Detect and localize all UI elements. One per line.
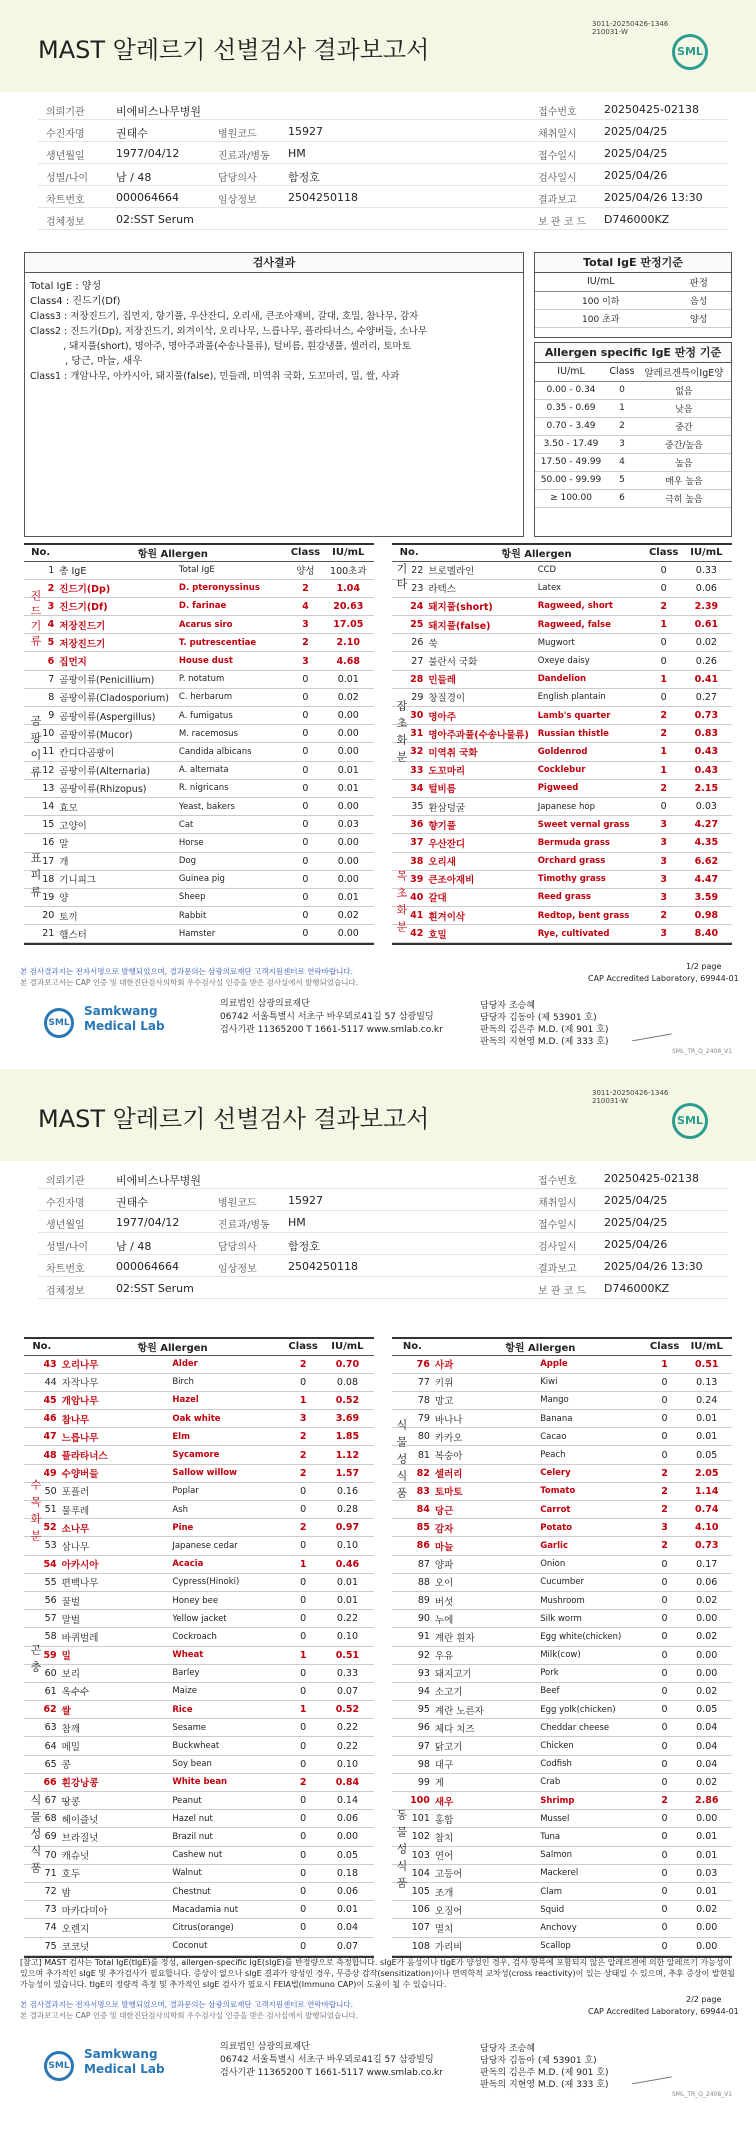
allergen-row: 32 미역취 국화 Goldenrod 1 0.43 [392,743,732,761]
allergen-table-2-left [24,1337,374,1958]
patient-info: 의뢰기관 비에비스나무병원 접수번호 20250425-02138 수진자명 권태수 병원코드 15927 채취일시 2025/04/25 생년월일 1977/04/12 진료과/병동 HM 접수일시 2025/04/25 성별/나이 남 / 48 담당의사 함정호 검사일시 2025/04/26 차트번호 000064664 임상정보 2504250118 결과보고 2025/04/26 13:30 검체정보 02:SST Serum 보 관 코 드 D746000KZ [38,98,728,230]
result-heading: 검사결과 [25,253,523,273]
report-title-2: MAST 알레르기 선별검사 결과보고서 [38,1105,430,1133]
footer-1: SML Samkwang Medical Lab 의료법인 삼광의료재단 06742 서울특별시 서초구 바우뫼로41길 57 삼광빌딩 검사기관 11365200 T 1661-5117 www.smlab.co.kr 담당자 조승혜 담당자 김동아 (제 53901 호) 판독의 김은주 M.D. (제 901 호) 판독의 지현영 M.D. (제 333 호) SML_TR_Q_2408_V1 [0,988,756,1060]
allergen-row: 3 진드기(Df) D. farinae 4 20.63 [24,597,374,615]
allergen-row: 31 명아주과풀(수송나물류) Russian thistle 2 0.83 [392,725,732,743]
cap-text-1: CAP Accredited Laboratory, 69944-01 [588,974,739,983]
allergen-row: 66 흰강낭콩 White bean 2 0.84 [24,1773,374,1791]
allergen-row: 87 양파 Onion 0 0.17 [392,1555,732,1573]
allergen-row: 98 대구 Codfish 0 0.04 [392,1755,732,1773]
allergen-row: 29 창질경이 English plantain 0 0.27 [392,688,732,706]
page-number-2: 2/2 page [686,1995,722,2004]
allergen-row: 104 고등어 Mackerel 0 0.03 [392,1864,732,1882]
allergen-row: 9 곰팡이류(Aspergillus) A. fumigatus 0 0.00 [24,707,374,725]
report-title: MAST 알레르기 선별검사 결과보고서 [38,36,430,64]
criteria-row: 3.50 - 17.49 3 중간/높음 [535,435,731,453]
allergen-row: 49 수양버들 Sallow willow 2 1.57 [24,1464,374,1482]
allergen-row: 102 참치 Tuna 0 0.01 [392,1828,732,1846]
allergen-row: 56 꿀벌 Honey bee 0 0.01 [24,1591,374,1609]
allergen-row: 2 진드기(Dp) D. pteronyssinus 2 1.04 [24,579,374,597]
allergen-row: 10 곰팡이류(Mucor) M. racemosus 0 0.00 [24,725,374,743]
allergen-row: 65 콩 Soy bean 0 0.10 [24,1755,374,1773]
allergen-row: 21 햄스터 Hamster 0 0.00 [24,925,374,943]
document-code: 3011-20250426-1346 210031-W [592,20,669,36]
footer-2: SML Samkwang Medical Lab 의료법인 삼광의료재단 06742 서울특별시 서초구 바우뫼로41길 57 삼광빌딩 검사기관 11365200 T 1661-5117 www.smlab.co.kr 담당자 조승혜 담당자 김동아 (제 53901 호) 판독의 김은주 M.D. (제 901 호) 판독의 지현영 M.D. (제 333 호) SML_TR_Q_2408_V1 [0,2031,756,2103]
allergen-row: 107 멸치 Anchovy 0 0.00 [392,1919,732,1937]
allergen-row: 71 호두 Walnut 0 0.18 [24,1864,374,1882]
allergen-row: 75 코코넛 Coconut 0 0.07 [24,1937,374,1955]
allergen-row: 91 계란 흰자 Egg white(chicken) 0 0.02 [392,1628,732,1646]
result-box [24,252,524,537]
allergen-row: 41 흰겨이삭 Redtop, bent grass 2 0.98 [392,907,732,925]
allergen-row: 78 망고 Mango 0 0.24 [392,1391,732,1409]
allergen-row: 26 쑥 Mugwort 0 0.02 [392,634,732,652]
allergen-row: 50 포플러 Poplar 0 0.16 [24,1482,374,1500]
allergen-row: 99 게 Crab 0 0.02 [392,1773,732,1791]
allergen-row: 16 말 Horse 0 0.00 [24,834,374,852]
allergen-row: 68 헤이즐넛 Hazel nut 0 0.06 [24,1810,374,1828]
allergen-row: 6 집먼지 House dust 3 4.68 [24,652,374,670]
allergen-row: 38 오리새 Orchard grass 3 6.62 [392,852,732,870]
allergen-table-1-left [24,543,374,945]
allergen-row: 22 브로멜라인 CCD 0 0.33 [392,561,732,579]
report-page-2 [0,1069,756,2138]
allergen-table-2-right [392,1337,732,1958]
footer-note-1: 본 검사결과지는 전자서명으로 발행되었으며, 결과문의는 삼광의료재단 고객지원센터로 연락바랍니다. 본 결과보고서는 CAP 인증 및 대한진단검사의학회 우수검사실 인증을 받은 검사실에서 발행되었습니다. [20,967,359,987]
allergen-row: 67 땅콩 Peanut 0 0.14 [24,1792,374,1810]
allergen-row: 53 삼나무 Japanese cedar 0 0.10 [24,1537,374,1555]
allergen-row: 97 닭고기 Chicken 0 0.04 [392,1737,732,1755]
allergen-row: 19 양 Sheep 0 0.01 [24,888,374,906]
group-label-grasses: 목초화분 [395,870,408,938]
allergen-row: 81 복숭아 Peach 0 0.05 [392,1446,732,1464]
allergen-row: 60 보리 Barley 0 0.33 [24,1664,374,1682]
allergen-row: 39 큰조아재비 Timothy grass 3 4.47 [392,870,732,888]
allergen-row: 64 메밀 Buckwheat 0 0.22 [24,1737,374,1755]
allergen-row: 101 홍합 Mussel 0 0.00 [392,1810,732,1828]
patient-info-2: 의뢰기관 비에비스나무병원 접수번호 20250425-02138 수진자명 권태수 병원코드 15927 채취일시 2025/04/25 생년월일 1977/04/12 진료과/병동 HM 접수일시 2025/04/25 성별/나이 남 / 48 담당의사 함정호 검사일시 2025/04/26 차트번호 000064664 임상정보 2504250118 결과보고 2025/04/26 13:30 검체정보 02:SST Serum 보 관 코 드 D746000KZ [38,1167,728,1299]
allergen-row: 14 효모 Yeast, bakers 0 0.00 [24,797,374,815]
allergen-row: 96 체다 치즈 Cheddar cheese 0 0.04 [392,1719,732,1737]
cap-text-2: CAP Accredited Laboratory, 69944-01 [588,2007,739,2016]
allergen-row: 79 바나나 Banana 0 0.01 [392,1410,732,1428]
allergen-row: 5 저장진드기 T. putrescentiae 2 2.10 [24,634,374,652]
allergen-row: 47 느릅나무 Elm 2 1.85 [24,1428,374,1446]
table-header: No. 항원 Allergen Class IU/mL [24,545,374,561]
allergen-row: 70 캐슈넛 Cashew nut 0 0.05 [24,1846,374,1864]
allergen-row: 82 셀러리 Celery 2 2.05 [392,1464,732,1482]
total-ige-criteria: Total IgE 판정기준 IU/mL 판정 100 이하 음성 100 초과 양성 [534,252,732,338]
document-code-2: 3011-20250426-1346 210031-W [592,1089,669,1105]
allergen-row: 61 옥수수 Maize 0 0.07 [24,1682,374,1700]
allergen-row: 74 오렌지 Citrus(orange) 0 0.04 [24,1919,374,1937]
allergen-row: 92 우유 Milk(cow) 0 0.00 [392,1646,732,1664]
footer-note-2: 본 검사결과지는 전자서명으로 발행되었으며, 결과문의는 삼광의료재단 고객지원센터로 연락바랍니다. 본 결과보고서는 CAP 인증 및 대한진단검사의학회 우수검사실 인증을 받은 검사실에서 발행되었습니다. [20,2000,359,2020]
criteria-row: 0.00 - 0.34 0 없음 [535,381,731,399]
allergen-table-1-right [392,543,732,945]
allergen-row: 8 곰팡이류(Cladosporium) C. herbarum 0 0.02 [24,688,374,706]
table-header: No. 항원 Allergen Class IU/mL [24,1339,374,1355]
reference-note: [참고] MAST 검사는 Total IgE(tIgE)를 정성, allergen-specific IgE(sIgE)를 반정량으로 측정합니다. sIgE가 음성이나 tIgE가 양성인 경우, 검사 항목에 포함되지 않은 알레르겐에 의한 알레르기 가능성이 있으며 추가적인 sIgE 및 추가검사가 필요합니다. 증상이 없으나 sIgE 결과가 양성인 경우, 무증상 감작(sensitization)이나 면역학적 교차성(cross reactivity)이 있는 상태일 수 있으며, 추후 증상이 발현될 가능성이 있습니다. tIgE의 정량적 측정 및 추가적인 sIgE 검사가 필요시 FEIA법(Immuno CAP)이 도움이 될 수 있습니다. [20,1958,736,1989]
samkwang-logo: SML [44,1008,74,1038]
allergen-row: 1 총 IgE Total IgE 양성 100초과 [24,561,374,579]
allergen-row: 80 카카오 Cacao 0 0.01 [392,1428,732,1446]
group-label-molds: 곰팡이류 [29,715,42,783]
signature [628,1011,672,1042]
allergen-row: 28 민들레 Dandelion 1 0.41 [392,670,732,688]
allergen-row: 51 물푸레 Ash 0 0.28 [24,1501,374,1519]
criteria-row: 0.70 - 3.49 2 중간 [535,417,731,435]
table-header: No. 항원 Allergen Class IU/mL [392,545,732,561]
allergen-row: 106 오징어 Squid 0 0.02 [392,1901,732,1919]
allergen-row: 48 플라타너스 Sycamore 2 1.12 [24,1446,374,1464]
allergen-row: 100 새우 Shrimp 2 2.86 [392,1792,732,1810]
allergen-row: 88 오이 Cucumber 0 0.06 [392,1573,732,1591]
criteria-row: 0.35 - 0.69 1 낮음 [535,399,731,417]
allergen-row: 30 명아주 Lamb's quarter 2 0.73 [392,707,732,725]
group-label-plant-food: 식물성식품 [29,1794,42,1879]
allergen-row: 58 바퀴벌레 Cockroach 0 0.10 [24,1628,374,1646]
allergen-row: 17 개 Dog 0 0.00 [24,852,374,870]
signature-2 [628,2054,672,2085]
allergen-row: 11 칸디다곰팡이 Candida albicans 0 0.00 [24,743,374,761]
allergen-row: 45 개암나무 Hazel 1 0.52 [24,1391,374,1409]
allergen-row: 93 돼지고기 Pork 0 0.00 [392,1664,732,1682]
allergen-row: 94 소고기 Beef 0 0.02 [392,1682,732,1700]
page-number-1: 1/2 page [686,962,722,971]
criteria-row: ≥ 100.00 6 극히 높음 [535,489,731,507]
group-label-weeds: 잡초화분 [395,700,408,768]
allergen-row: 25 돼지풀(false) Ragweed, false 1 0.61 [392,616,732,634]
criteria-row: 17.50 - 49.99 4 높음 [535,453,731,471]
group-label-trees: 수목화분 [29,1479,42,1547]
allergen-row: 69 브라질넛 Brazil nut 0 0.00 [24,1828,374,1846]
allergen-row: 52 소나무 Pine 2 0.97 [24,1519,374,1537]
allergen-row: 20 토끼 Rabbit 0 0.02 [24,907,374,925]
allergen-row: 37 우산잔디 Bermuda grass 3 4.35 [392,834,732,852]
samkwang-logo-2: SML [44,2051,74,2081]
allergen-row: 46 참나무 Oak white 3 3.69 [24,1410,374,1428]
allergen-row: 42 호밀 Rye, cultivated 3 8.40 [392,925,732,943]
allergen-row: 44 자작나무 Birch 0 0.08 [24,1373,374,1391]
sml-logo: SML [672,34,708,70]
allergen-row: 90 누에 Silk worm 0 0.00 [392,1610,732,1628]
allergen-row: 72 밤 Chestnut 0 0.06 [24,1882,374,1900]
allergen-row: 59 밀 Wheat 1 0.51 [24,1646,374,1664]
group-label-insects: 곤충 [29,1644,42,1678]
allergen-row: 24 돼지풀(short) Ragweed, short 2 2.39 [392,597,732,615]
allergen-row: 86 마늘 Garlic 2 0.73 [392,1537,732,1555]
allergen-row: 105 조개 Clam 0 0.01 [392,1882,732,1900]
allergen-row: 15 고양이 Cat 0 0.03 [24,816,374,834]
allergen-row: 12 곰팡이류(Alternaria) A. alternata 0 0.01 [24,761,374,779]
allergen-row: 43 오리나무 Alder 2 0.70 [24,1355,374,1373]
allergen-row: 54 아카시아 Acacia 1 0.46 [24,1555,374,1573]
allergen-row: 35 환삼덩굴 Japanese hop 0 0.03 [392,797,732,815]
group-label-etc: 기타 [395,563,408,593]
group-label-plant-food-2: 식물성식품 [395,1419,408,1504]
group-label-mites: 진드기류 [29,590,42,650]
allergen-row: 108 가리비 Scallop 0 0.00 [392,1937,732,1955]
allergen-row: 18 기니피그 Guinea pig 0 0.00 [24,870,374,888]
allergen-row: 77 키위 Kiwi 0 0.13 [392,1373,732,1391]
sml-logo-2: SML [672,1103,708,1139]
specific-ige-criteria: Allergen specific IgE 판정 기준 IU/mL Class 알레르겐특이IgE양 0.00 - 0.34 0 없음 0.35 - 0.69 1 낮음 0.70 - 3.49 2 중간 3.50 - 17.49 3 중간/높음 17.50 - 49.99 4 높음 50.00 - 99.99 5 매우 높음 ≥ 100.00 6 극히 높음 [534,342,732,537]
allergen-row: 36 향기풀 Sweet vernal grass 3 4.27 [392,816,732,834]
allergen-row: 76 사과 Apple 1 0.51 [392,1355,732,1373]
allergen-row: 73 마카다미아 Macadamia nut 0 0.01 [24,1901,374,1919]
allergen-row: 23 라텍스 Latex 0 0.06 [392,579,732,597]
allergen-row: 62 쌀 Rice 1 0.52 [24,1701,374,1719]
allergen-row: 34 털비름 Pigweed 2 2.15 [392,779,732,797]
allergen-row: 63 참깨 Sesame 0 0.22 [24,1719,374,1737]
group-label-epidermal: 표피류 [29,852,42,903]
allergen-row: 84 당근 Carrot 2 0.74 [392,1501,732,1519]
allergen-row: 13 곰팡이류(Rhizopus) R. nigricans 0 0.01 [24,779,374,797]
allergen-row: 83 토마토 Tomato 2 1.14 [392,1482,732,1500]
allergen-row: 85 감자 Potato 3 4.10 [392,1519,732,1537]
allergen-row: 95 계란 노른자 Egg yolk(chicken) 0 0.05 [392,1701,732,1719]
result-text: Total IgE : 양성 Class4 : 진드기(Df) Class3 : 저장진드기, 집먼지, 향기풀, 우산잔디, 오리새, 큰조아재비, 갈대, 호밀, 참나무, 감자 Class2 : 진드기(Dp), 저장진드기, 외겨이삭, 오리나무, 느릅나무, 플라타너스, 수양버들, 소나무 , 돼지풀(short), 명아주, 명아주과풀(수송나물류), 털비름, 흰강냉풀, 셀러리, 토마토 , 당근, 마늘, 새우 Class1 : 개암나무, 아카시아, 돼지풀(false), 민들레, 미역취 국화, 도꼬마리, 밀, 쌀, 사과 [30,281,427,382]
allergen-row: 40 갈대 Reed grass 3 3.59 [392,888,732,906]
allergen-row: 4 저장진드기 Acarus siro 3 17.05 [24,616,374,634]
allergen-row: 89 버섯 Mushroom 0 0.02 [392,1591,732,1609]
allergen-row: 103 연어 Salmon 0 0.01 [392,1846,732,1864]
allergen-row: 33 도꼬마리 Cocklebur 1 0.43 [392,761,732,779]
allergen-row: 57 말벌 Yellow jacket 0 0.22 [24,1610,374,1628]
criteria-row: 50.00 - 99.99 5 매우 높음 [535,471,731,489]
table-header: No. 항원 Allergen Class IU/mL [392,1339,732,1355]
allergen-row: 7 곰팡이류(Penicillium) P. notatum 0 0.01 [24,670,374,688]
group-label-animal-food: 동물성식품 [395,1809,408,1894]
allergen-row: 55 편백나무 Cypress(Hinoki) 0 0.01 [24,1573,374,1591]
allergen-row: 27 불란서 국화 Oxeye daisy 0 0.26 [392,652,732,670]
